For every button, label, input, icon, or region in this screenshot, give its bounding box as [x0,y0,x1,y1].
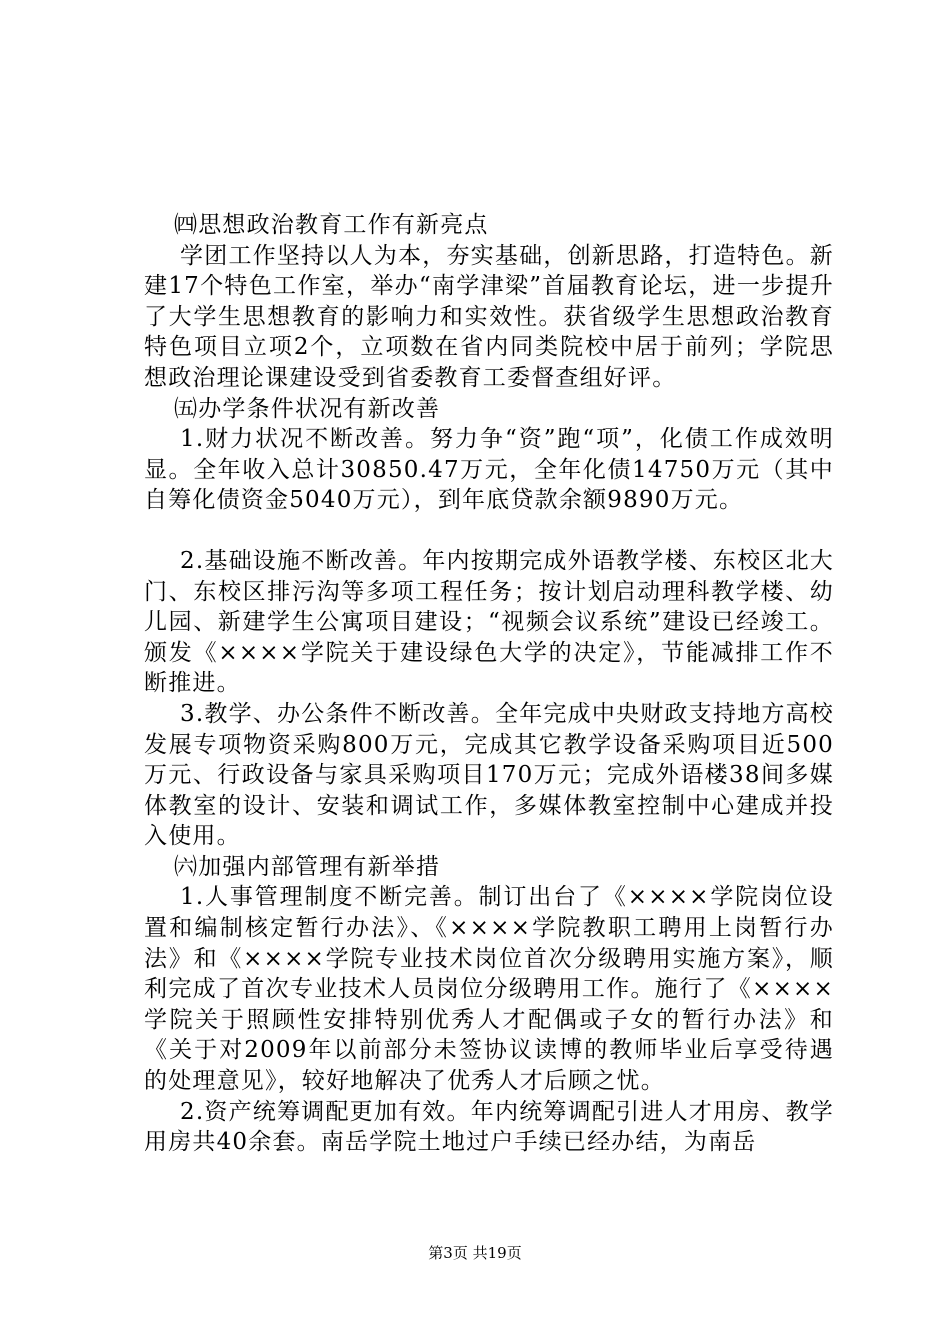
paragraph-teaching-conditions: 3.教学、办公条件不断改善。全年完成中央财政支持地方高校发展专项物资采购800万元，完成其它教学设备采购项目近500万元、行政设备与家具采购项目170万元；完成外语楼38间多媒体教室的设计、安装和调试工作，多媒体教室控制中心建成并投入使用。 [144,700,834,850]
section-heading-5: ㈤办学条件状况有新改善 [174,395,441,422]
section-heading-6: ㈥加强内部管理有新举措 [174,853,441,880]
paragraph-ideological-work: 学团工作坚持以人为本，夯实基础，创新思路，打造特色。新建17个特色工作室，举办“南学津梁”首届教育论坛，进一步提升了大学生思想教育的影响力和实效性。获省级学生思想政治教育特色项目立项2个，立项数在省内同类院校中居于前列；学院思想政治理论课建设受到省委教育工委督查组好评。 [144,242,834,391]
paragraph-assets: 2.资产统筹调配更加有效。年内统筹调配引进人才用房、教学用房共40余套。南岳学院土地过户手续已经办结，为南岳 [144,1098,834,1156]
paragraph-infrastructure: 2.基础设施不断改善。年内按期完成外语教学楼、东校区北大门、东校区排污沟等多项工程任务；按计划启动理科教学楼、幼儿园、新建学生公寓项目建设；“视频会议系统”建设已经竣工。颁发《××××学院关于建设绿色大学的决定》，节能减排工作不断推进。 [144,547,834,697]
paragraph-finance: 1.财力状况不断改善。努力争“资”跑“项”，化债工作成效明显。全年收入总计30850.47万元，全年化债14750万元（其中自筹化债资金5040万元），到年底贷款余额9890万元。 [144,426,834,514]
page-number-footer: 第3页 共19页 [428,1244,522,1262]
paragraph-personnel: 1.人事管理制度不断完善。制订出台了《××××学院岗位设置和编制核定暂行办法》、《××××学院教职工聘用上岗暂行办法》和《××××学院专业技术岗位首次分级聘用实施方案》，顺利完成了首次专业技术人员岗位分级聘用工作。施行了《××××学院关于照顾性安排特别优秀人才配偶或子女的暂行办法》和《关于对2009年以前部分未签协议读博的教师毕业后享受待遇的处理意见》，较好地解决了优秀人才后顾之忧。 [144,884,834,1095]
section-heading-4: ㈣思想政治教育工作有新亮点 [174,212,489,238]
document-body [144,210,834,1158]
